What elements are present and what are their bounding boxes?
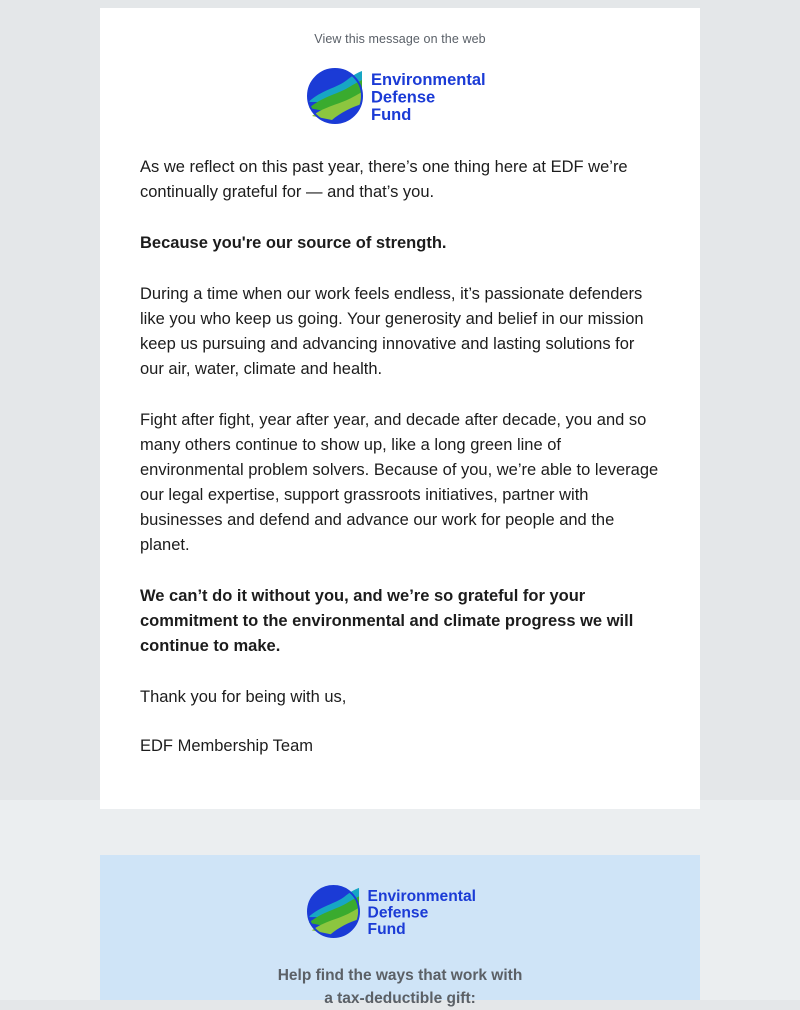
- paragraph: Fight after fight, year after year, and decade after decade, you and so many others continue to show up, like a long green line of environmental problem solvers. Because of you, we’re able to leverage our legal expertise, support grassroots initiatives, partner with businesses and defend and advance our work for people and the planet.: [140, 411, 659, 554]
- paragraph: During a time when our work feels endless, it’s passionate defenders like you who keep us going. Your generosity and belief in our mission keep us pursuing and advancing innovative and lasting solutions for our air, water, climate and health.: [140, 285, 644, 378]
- paragraph-bold: Because you're our source of strength.: [140, 234, 447, 252]
- edf-logo-footer[interactable]: [307, 885, 493, 941]
- paragraph: As we reflect on this past year, there’s one thing here at EDF we’re continually grateful for — and that’s you.: [140, 158, 628, 201]
- signature-thanks: Thank you for being with us,: [140, 688, 347, 706]
- email-footer: [100, 855, 700, 1007]
- logo-text-line2: Defense: [371, 88, 436, 107]
- footer-heading-line1: Help find the ways that work with: [277, 967, 523, 984]
- signature-name: EDF Membership Team: [140, 737, 314, 755]
- view-on-web-link[interactable]: [100, 8, 700, 52]
- footer-heading-line2: a tax-deductible gift:: [324, 990, 476, 1007]
- logo-text-line1: Environmental: [367, 888, 476, 906]
- logo-text-line1: Environmental: [371, 71, 486, 89]
- header-logo-container: [100, 52, 700, 155]
- email-message-body: [100, 155, 700, 809]
- logo-text-line2: Defense: [367, 904, 429, 922]
- paragraph-bold: We can’t do it without you, and we’re so grateful for your commitment to the environmental and climate progress we will continue to make.: [140, 587, 634, 655]
- logo-text-line3: Fund: [367, 921, 406, 938]
- footer-heading: [100, 964, 700, 1010]
- logo-text-line3: Fund: [371, 106, 412, 124]
- email-body-card: [100, 8, 700, 809]
- footer-logo-container: [100, 855, 700, 964]
- edf-logo-header[interactable]: [307, 68, 493, 124]
- view-on-web-label: View this message on the web: [314, 32, 486, 46]
